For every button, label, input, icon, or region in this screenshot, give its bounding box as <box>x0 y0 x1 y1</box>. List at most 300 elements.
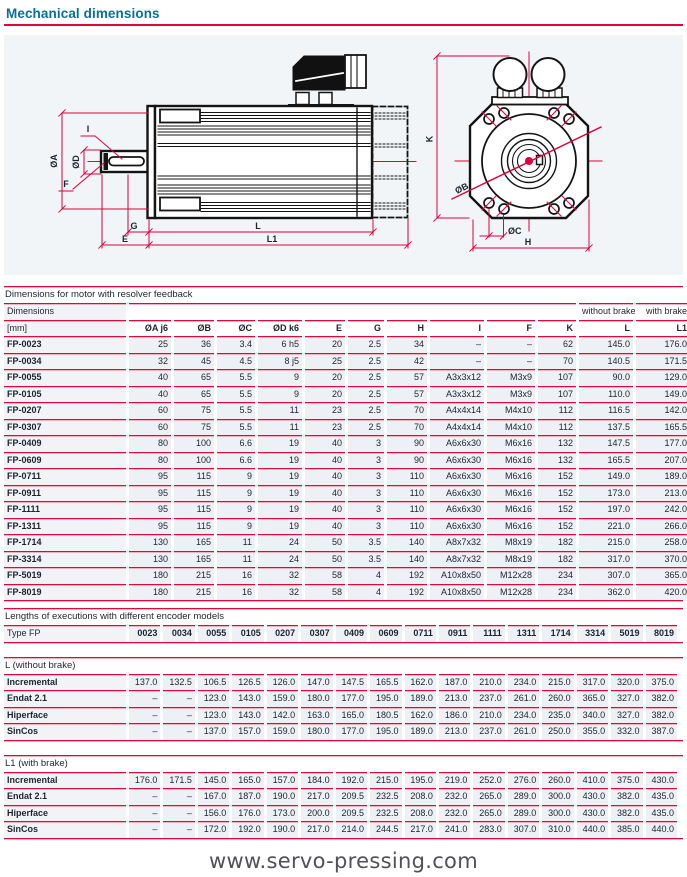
cell: 317.0 <box>577 674 608 691</box>
cell: 75 <box>174 402 214 419</box>
cell: 317.0 <box>579 551 633 568</box>
cell: 420.0 <box>636 584 687 601</box>
cell: 217.0 <box>301 788 332 805</box>
cell: M6x16 <box>487 435 535 452</box>
cell: M6x16 <box>487 518 535 535</box>
cell: M6x16 <box>487 452 535 469</box>
cell: 149.0 <box>636 386 687 403</box>
cell: 70 <box>538 353 576 370</box>
technical-drawing <box>4 35 683 275</box>
cell: 95 <box>129 485 171 502</box>
cell: – <box>430 353 484 370</box>
cell: 126.0 <box>267 674 298 691</box>
cell: 327.0 <box>611 707 642 724</box>
cell: 32 <box>258 584 302 601</box>
table-row <box>4 690 677 707</box>
connector-side-view <box>289 55 366 105</box>
dim-label-dia-b: ØB <box>453 180 470 196</box>
cell: 387.0 <box>646 723 677 740</box>
cell: 215.0 <box>579 534 633 551</box>
cell: 140 <box>387 551 427 568</box>
cell: 19 <box>258 468 302 485</box>
cell: 137.0 <box>129 674 160 691</box>
cell: 177.0 <box>636 435 687 452</box>
cell: 110.0 <box>579 386 633 403</box>
cell: 180.0 <box>301 690 332 707</box>
row-label: Incremental <box>4 674 126 691</box>
row-label: FP-0207 <box>4 402 126 419</box>
cell: A6x6x30 <box>430 435 484 452</box>
cell: 266.0 <box>636 518 687 535</box>
cell: 283.0 <box>473 821 504 838</box>
cell: 182 <box>538 551 576 568</box>
cell: 340.0 <box>577 707 608 724</box>
cell: – <box>129 821 160 838</box>
cell: 234.0 <box>508 674 539 691</box>
cell: 123.0 <box>198 690 229 707</box>
cell: 65 <box>174 386 214 403</box>
table-row <box>4 485 687 502</box>
row-label: FP-1111 <box>4 501 126 518</box>
cell: 90.0 <box>579 369 633 386</box>
cell: 112 <box>538 402 576 419</box>
l1-section-title: L1 (with brake) <box>4 755 683 772</box>
cell: 232.0 <box>439 788 470 805</box>
column-header: 5019 <box>611 625 642 642</box>
cell: 261.0 <box>508 723 539 740</box>
cell: 165.5 <box>370 674 401 691</box>
cell: 147.0 <box>301 674 332 691</box>
cell: – <box>430 336 484 353</box>
cell: 23 <box>305 402 345 419</box>
column-header: L <box>579 320 633 337</box>
cell: 210.0 <box>473 707 504 724</box>
cell: 209.5 <box>336 805 367 822</box>
cell: 106.5 <box>198 674 229 691</box>
cell: 165.0 <box>232 772 263 789</box>
table-row <box>4 419 687 436</box>
cell: 11 <box>217 534 255 551</box>
cell: – <box>163 690 194 707</box>
cell: 40 <box>305 468 345 485</box>
cell: 90 <box>387 435 427 452</box>
cell: 40 <box>305 518 345 535</box>
cell: 50 <box>305 534 345 551</box>
encoder-type-table <box>1 625 680 642</box>
cell: 210.0 <box>473 674 504 691</box>
cell: 11 <box>217 551 255 568</box>
cell: 440.0 <box>577 821 608 838</box>
column-header: 0911 <box>439 625 470 642</box>
column-header: 8019 <box>646 625 677 642</box>
cell: 213.0 <box>636 485 687 502</box>
cell: 100 <box>174 435 214 452</box>
cell: 195.0 <box>370 690 401 707</box>
cell: 23 <box>305 419 345 436</box>
column-header: 1111 <box>473 625 504 642</box>
cell: 310.0 <box>542 821 573 838</box>
table-row <box>4 723 677 740</box>
cell: – <box>163 723 194 740</box>
cell: 300.0 <box>542 788 573 805</box>
cell: 137.5 <box>579 419 633 436</box>
cell: 145.0 <box>198 772 229 789</box>
table-row <box>4 534 687 551</box>
cell: 9 <box>258 369 302 386</box>
column-header: 0307 <box>301 625 332 642</box>
cell: 32 <box>129 353 171 370</box>
cell: 95 <box>129 518 171 535</box>
cell: A6x6x30 <box>430 452 484 469</box>
l-table <box>1 674 680 740</box>
row-label: FP-3314 <box>4 551 126 568</box>
cell: 24 <box>258 551 302 568</box>
cell: 147.5 <box>336 674 367 691</box>
cell: 435.0 <box>646 788 677 805</box>
table-row <box>4 788 677 805</box>
cell: 3 <box>348 435 384 452</box>
cell: 6.6 <box>217 452 255 469</box>
column-header: 0409 <box>336 625 367 642</box>
cell: 25 <box>129 336 171 353</box>
brake-header-row <box>4 303 687 320</box>
cell: A8x7x32 <box>430 534 484 551</box>
cell: 307.0 <box>508 821 539 838</box>
cell: 5.5 <box>217 386 255 403</box>
cell: 57 <box>387 386 427 403</box>
cell: 9 <box>217 485 255 502</box>
dim-label-g: G <box>130 221 138 231</box>
cell: 4 <box>348 567 384 584</box>
cell: 184.0 <box>301 772 332 789</box>
cell: 261.0 <box>508 690 539 707</box>
cell: 375.0 <box>646 674 677 691</box>
cell: 3.5 <box>348 551 384 568</box>
cell: 2.5 <box>348 402 384 419</box>
cell: 258.0 <box>636 534 687 551</box>
cell: 232.5 <box>370 788 401 805</box>
dim-label-dia-c: ØC <box>508 226 522 236</box>
cell: 70 <box>387 402 427 419</box>
dim-label-dia-a: ØA <box>49 154 59 168</box>
cell: 40 <box>129 369 171 386</box>
cell: 241.0 <box>439 821 470 838</box>
cell: 237.0 <box>473 723 504 740</box>
cell: 370.0 <box>636 551 687 568</box>
cell: – <box>129 723 160 740</box>
column-header: 0711 <box>405 625 436 642</box>
cell: 20 <box>305 369 345 386</box>
cell: 189.0 <box>405 690 436 707</box>
row-label: Endat 2.1 <box>4 690 126 707</box>
cell: 40 <box>305 485 345 502</box>
cell: 165.0 <box>336 707 367 724</box>
cell: 40 <box>129 386 171 403</box>
cell: 320.0 <box>611 674 642 691</box>
cell: 4.5 <box>217 353 255 370</box>
cell: 197.0 <box>579 501 633 518</box>
cell: 159.0 <box>267 690 298 707</box>
cell: A4x4x14 <box>430 419 484 436</box>
cell: 171.5 <box>636 353 687 370</box>
column-header: 1311 <box>508 625 539 642</box>
cell: 289.0 <box>508 805 539 822</box>
cell: 2.5 <box>348 353 384 370</box>
cell: 327.0 <box>611 690 642 707</box>
cell: 115 <box>174 518 214 535</box>
cell: 365.0 <box>577 690 608 707</box>
cell: 107 <box>538 369 576 386</box>
cell: 244.5 <box>370 821 401 838</box>
cell: 140 <box>387 534 427 551</box>
column-header: K <box>538 320 576 337</box>
cell: 2.5 <box>348 336 384 353</box>
l1-table <box>1 772 680 838</box>
cell: 152 <box>538 501 576 518</box>
cell: 65 <box>174 369 214 386</box>
cell: 2.5 <box>348 369 384 386</box>
title-rule <box>4 24 683 26</box>
cell: 6 h5 <box>258 336 302 353</box>
cell: 110 <box>387 468 427 485</box>
cell: 187.0 <box>232 788 263 805</box>
table-row <box>4 369 687 386</box>
type-fp-row <box>4 625 677 642</box>
cell: 232.5 <box>370 805 401 822</box>
cell: 410.0 <box>577 772 608 789</box>
cell: 132 <box>538 435 576 452</box>
cell: 260.0 <box>542 690 573 707</box>
type-fp-label: Type FP <box>4 625 126 642</box>
cell: 252.0 <box>473 772 504 789</box>
cell: 9 <box>217 501 255 518</box>
cell: 232.0 <box>439 805 470 822</box>
cell: 130 <box>129 551 171 568</box>
cell: 172.0 <box>198 821 229 838</box>
dim-label-l: L <box>255 221 261 231</box>
cell: A10x8x50 <box>430 584 484 601</box>
table-row <box>4 772 677 789</box>
cell: M8x19 <box>487 534 535 551</box>
cell: 157.0 <box>232 723 263 740</box>
cell: 45 <box>174 353 214 370</box>
cell: – <box>163 821 194 838</box>
cell: A8x7x32 <box>430 551 484 568</box>
cell: 207.0 <box>636 452 687 469</box>
cell: 186.0 <box>439 707 470 724</box>
table-row <box>4 336 687 353</box>
cell: 60 <box>129 402 171 419</box>
cell: 32 <box>258 567 302 584</box>
dimensions-header-label: Dimensions <box>4 303 126 320</box>
table-row <box>4 353 687 370</box>
row-label: Incremental <box>4 772 126 789</box>
cell: 126.5 <box>232 674 263 691</box>
dim-label-i: I <box>86 124 90 134</box>
cell: 40 <box>305 501 345 518</box>
with-brake-label: with brake <box>636 303 687 320</box>
cell: – <box>163 788 194 805</box>
cell: 24 <box>258 534 302 551</box>
cell: A6x6x30 <box>430 501 484 518</box>
row-label: FP-1714 <box>4 534 126 551</box>
cell: 289.0 <box>508 788 539 805</box>
cell: 159.0 <box>267 723 298 740</box>
cell: 200.0 <box>301 805 332 822</box>
connectors-front-view <box>492 58 568 105</box>
cell: M12x28 <box>487 584 535 601</box>
cell: 215 <box>174 567 214 584</box>
cell: 192 <box>387 567 427 584</box>
row-label: SinCos <box>4 821 126 838</box>
cell: 192.0 <box>336 772 367 789</box>
column-header: 3314 <box>577 625 608 642</box>
cell: 165 <box>174 551 214 568</box>
cell: 180 <box>129 567 171 584</box>
cell: 58 <box>305 567 345 584</box>
column-header: F <box>487 320 535 337</box>
table-row <box>4 452 687 469</box>
motor-front-view <box>425 52 603 251</box>
cell: 192 <box>387 584 427 601</box>
row-label: FP-0911 <box>4 485 126 502</box>
cell: 152 <box>538 518 576 535</box>
cell: 132.5 <box>163 674 194 691</box>
row-label: FP-0023 <box>4 336 126 353</box>
cell: 213.0 <box>439 690 470 707</box>
cell: 142.0 <box>636 402 687 419</box>
cell: M8x19 <box>487 551 535 568</box>
column-header: E <box>305 320 345 337</box>
cell: 217.0 <box>405 821 436 838</box>
cell: 215 <box>174 584 214 601</box>
website-footer: www.servo-pressing.com <box>209 848 478 873</box>
cell: 187.0 <box>439 674 470 691</box>
cell: 110 <box>387 485 427 502</box>
cell: 176.0 <box>129 772 160 789</box>
cell: 215.0 <box>542 674 573 691</box>
cell: 75 <box>174 419 214 436</box>
cell: 382.0 <box>646 707 677 724</box>
table-row <box>4 821 677 838</box>
cell: 110 <box>387 501 427 518</box>
table-row <box>4 674 677 691</box>
cell: 195.0 <box>405 772 436 789</box>
dim-label-dia-d: ØD <box>71 155 81 169</box>
cell: 173.0 <box>579 485 633 502</box>
cell: 2.5 <box>348 386 384 403</box>
row-label: FP-8019 <box>4 584 126 601</box>
row-label: FP-0711 <box>4 468 126 485</box>
cell: 162.0 <box>405 707 436 724</box>
cell: 195.0 <box>370 723 401 740</box>
cell: 250.0 <box>542 723 573 740</box>
cell: 177.0 <box>336 723 367 740</box>
cell: 9 <box>217 518 255 535</box>
table-row <box>4 584 687 601</box>
row-label: FP-0055 <box>4 369 126 386</box>
column-header: 0055 <box>198 625 229 642</box>
cell: 355.0 <box>577 723 608 740</box>
cell: 40 <box>305 435 345 452</box>
cell: 3 <box>348 468 384 485</box>
cell: 95 <box>129 468 171 485</box>
cell: 36 <box>174 336 214 353</box>
cell: 180 <box>129 584 171 601</box>
table-row <box>4 551 687 568</box>
cell: 112 <box>538 419 576 436</box>
dim-label-k: K <box>424 135 435 143</box>
cell: 365.0 <box>636 567 687 584</box>
cell: 190.0 <box>267 821 298 838</box>
column-header: ØA j6 <box>129 320 171 337</box>
dim-table-title: Dimensions for motor with resolver feedback <box>4 286 683 303</box>
column-header: 0609 <box>370 625 401 642</box>
cell: 8 j5 <box>258 353 302 370</box>
dimensions-table-block <box>4 286 687 602</box>
dim-label-h: H <box>524 237 532 247</box>
cell: 192.0 <box>232 821 263 838</box>
column-header: I <box>430 320 484 337</box>
table-row <box>4 402 687 419</box>
cell: – <box>129 707 160 724</box>
cell: 9 <box>217 468 255 485</box>
cell: 4 <box>348 584 384 601</box>
cell: 209.5 <box>336 788 367 805</box>
cell: M4x10 <box>487 402 535 419</box>
cell: 177.0 <box>336 690 367 707</box>
cell: 382.0 <box>611 805 642 822</box>
cell: 143.0 <box>232 707 263 724</box>
cell: M3x9 <box>487 386 535 403</box>
column-header: ØC <box>217 320 255 337</box>
row-label: Hiperface <box>4 707 126 724</box>
cell: 182 <box>538 534 576 551</box>
cell: 180.5 <box>370 707 401 724</box>
row-label: FP-0034 <box>4 353 126 370</box>
table-row <box>4 386 687 403</box>
cell: A10x8x50 <box>430 567 484 584</box>
cell: 221.0 <box>579 518 633 535</box>
cell: 110 <box>387 518 427 535</box>
cell: 217.0 <box>301 821 332 838</box>
table-row <box>4 501 687 518</box>
cell: 234 <box>538 567 576 584</box>
cell: 189.0 <box>636 468 687 485</box>
without-brake-label: without brake <box>579 303 633 320</box>
cell: 162.0 <box>405 674 436 691</box>
dim-label-l1: L1 <box>266 234 278 244</box>
cell: 234 <box>538 584 576 601</box>
cell: 140.5 <box>579 353 633 370</box>
cell: 70 <box>387 419 427 436</box>
cell: 165.5 <box>636 419 687 436</box>
dimensions-table <box>1 303 687 600</box>
cell: 362.0 <box>579 584 633 601</box>
cell: – <box>487 336 535 353</box>
row-label: SinCos <box>4 723 126 740</box>
cell: M3x9 <box>487 369 535 386</box>
row-label: FP-5019 <box>4 567 126 584</box>
page-title: Mechanical dimensions <box>6 6 160 21</box>
table-bottom-rule <box>4 838 683 840</box>
cell: 5.5 <box>217 369 255 386</box>
cell: 34 <box>387 336 427 353</box>
cell: 176.0 <box>232 805 263 822</box>
cell: 165 <box>174 534 214 551</box>
cell: A3x3x12 <box>430 386 484 403</box>
cell: 375.0 <box>611 772 642 789</box>
